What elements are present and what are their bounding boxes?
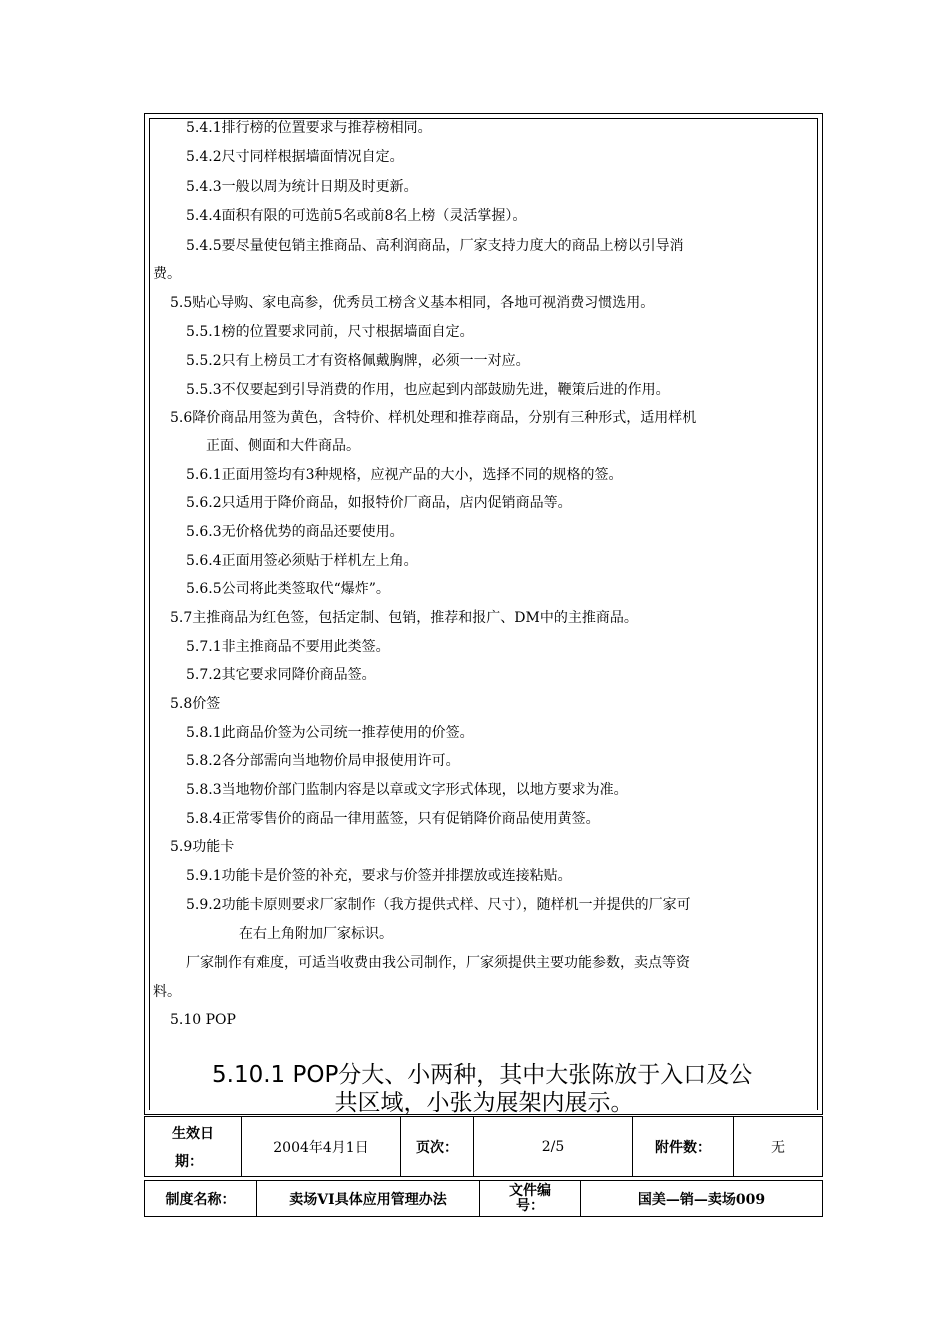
page-value: 2/5 (474, 1117, 633, 1177)
document-number-value: 国美—销—卖场009 (581, 1181, 823, 1217)
policy-name-label: 制度名称： (145, 1181, 257, 1217)
text-line: 料。 (153, 984, 181, 1000)
text-line: 5.10 POP (170, 1012, 236, 1028)
text-line: 5.9功能卡 (170, 839, 235, 855)
effective-date-label-part: 期： (175, 1153, 203, 1170)
document-number-label-part: 文件编 (509, 1182, 551, 1199)
large-text-line: 5.10.1 POP分大、小两种，其中大张陈放于入口及公 (212, 1062, 753, 1088)
text-line: 5.5贴心导购、家电高参，优秀员工榜含义基本相同，各地可视消费习惯选用。 (170, 295, 655, 311)
text-line: 5.6.2只适用于降价商品，如报特价厂商品，店内促销商品等。 (186, 495, 572, 511)
text-line: 5.4.2尺寸同样根据墙面情况自定。 (186, 149, 404, 165)
footer-table-row2 (144, 1180, 823, 1217)
text-line: 在右上角附加厂家标识。 (239, 926, 393, 942)
text-line: 5.9.1功能卡是价签的补充，要求与价签并排摆放或连接粘贴。 (186, 868, 572, 884)
text-line: 5.4.3一般以周为统计日期及时更新。 (186, 179, 418, 195)
text-line: 5.6.4正面用签必须贴于样机左上角。 (186, 553, 418, 569)
text-line: 5.8.1此商品价签为公司统一推荐使用的价签。 (186, 725, 474, 741)
large-text-line: 共区域，小张为展架内展示。 (334, 1090, 634, 1116)
effective-date-label (145, 1117, 242, 1177)
document-number-label (480, 1181, 581, 1217)
text-line: 5.7主推商品为红色签，包括定制、包销，推荐和报广、DM中的主推商品。 (170, 610, 638, 626)
text-line: 5.8.4正常零售价的商品一律用蓝签，只有促销降价商品使用黄签。 (186, 811, 600, 827)
document-number-label-part: 号： (516, 1197, 544, 1214)
text-line: 费。 (153, 266, 181, 282)
text-line: 5.4.1排行榜的位置要求与推荐榜相同。 (186, 120, 432, 136)
text-line: 5.8.2各分部需向当地物价局申报使用许可。 (186, 753, 460, 769)
text-line: 厂家制作有难度，可适当收费由我公司制作，厂家须提供主要功能参数，卖点等资 (186, 955, 690, 971)
effective-date-label-part: 生效日 (172, 1125, 214, 1142)
text-line: 正面、侧面和大件商品。 (206, 438, 360, 454)
text-line: 5.5.3不仅要起到引导消费的作用，也应起到内部鼓励先进，鞭策后进的作用。 (186, 382, 670, 398)
policy-name-value: 卖场VI具体应用管理办法 (257, 1181, 480, 1217)
text-line: 5.5.1榜的位置要求同前，尺寸根据墙面自定。 (186, 324, 474, 340)
effective-date-value: 2004年4月1日 (242, 1117, 401, 1177)
text-line: 5.4.4面积有限的可选前5名或前8名上榜（灵活掌握）。 (186, 208, 527, 224)
footer-table-row1 (144, 1116, 823, 1177)
text-line: 5.7.1非主推商品不要用此类签。 (186, 639, 390, 655)
text-line: 5.6降价商品用签为黄色，含特价、样机处理和推荐商品，分别有三种形式，适用样机 (170, 410, 697, 426)
attachment-count-value: 无 (734, 1117, 823, 1177)
text-line: 5.8价签 (170, 696, 221, 712)
text-line: 5.7.2其它要求同降价商品签。 (186, 667, 376, 683)
text-line: 5.4.5要尽量使包销主推商品、高利润商品，厂家支持力度大的商品上榜以引导消 (186, 238, 684, 254)
text-line: 5.8.3当地物价部门监制内容是以章或文字形式体现，以地方要求为准。 (186, 782, 628, 798)
attachment-count-label: 附件数： (633, 1117, 734, 1177)
page-label: 页次： (401, 1117, 474, 1177)
text-line: 5.6.1正面用签均有3种规格，应视产品的大小，选择不同的规格的签。 (186, 467, 623, 483)
text-line: 5.6.3无价格优势的商品还要使用。 (186, 524, 404, 540)
text-line: 5.9.2功能卡原则要求厂家制作（我方提供式样、尺寸），随样机一并提供的厂家可 (186, 897, 691, 913)
text-line: 5.6.5公司将此类签取代“爆炸”。 (186, 581, 390, 597)
text-line: 5.5.2只有上榜员工才有资格佩戴胸牌，必须一一对应。 (186, 353, 530, 369)
